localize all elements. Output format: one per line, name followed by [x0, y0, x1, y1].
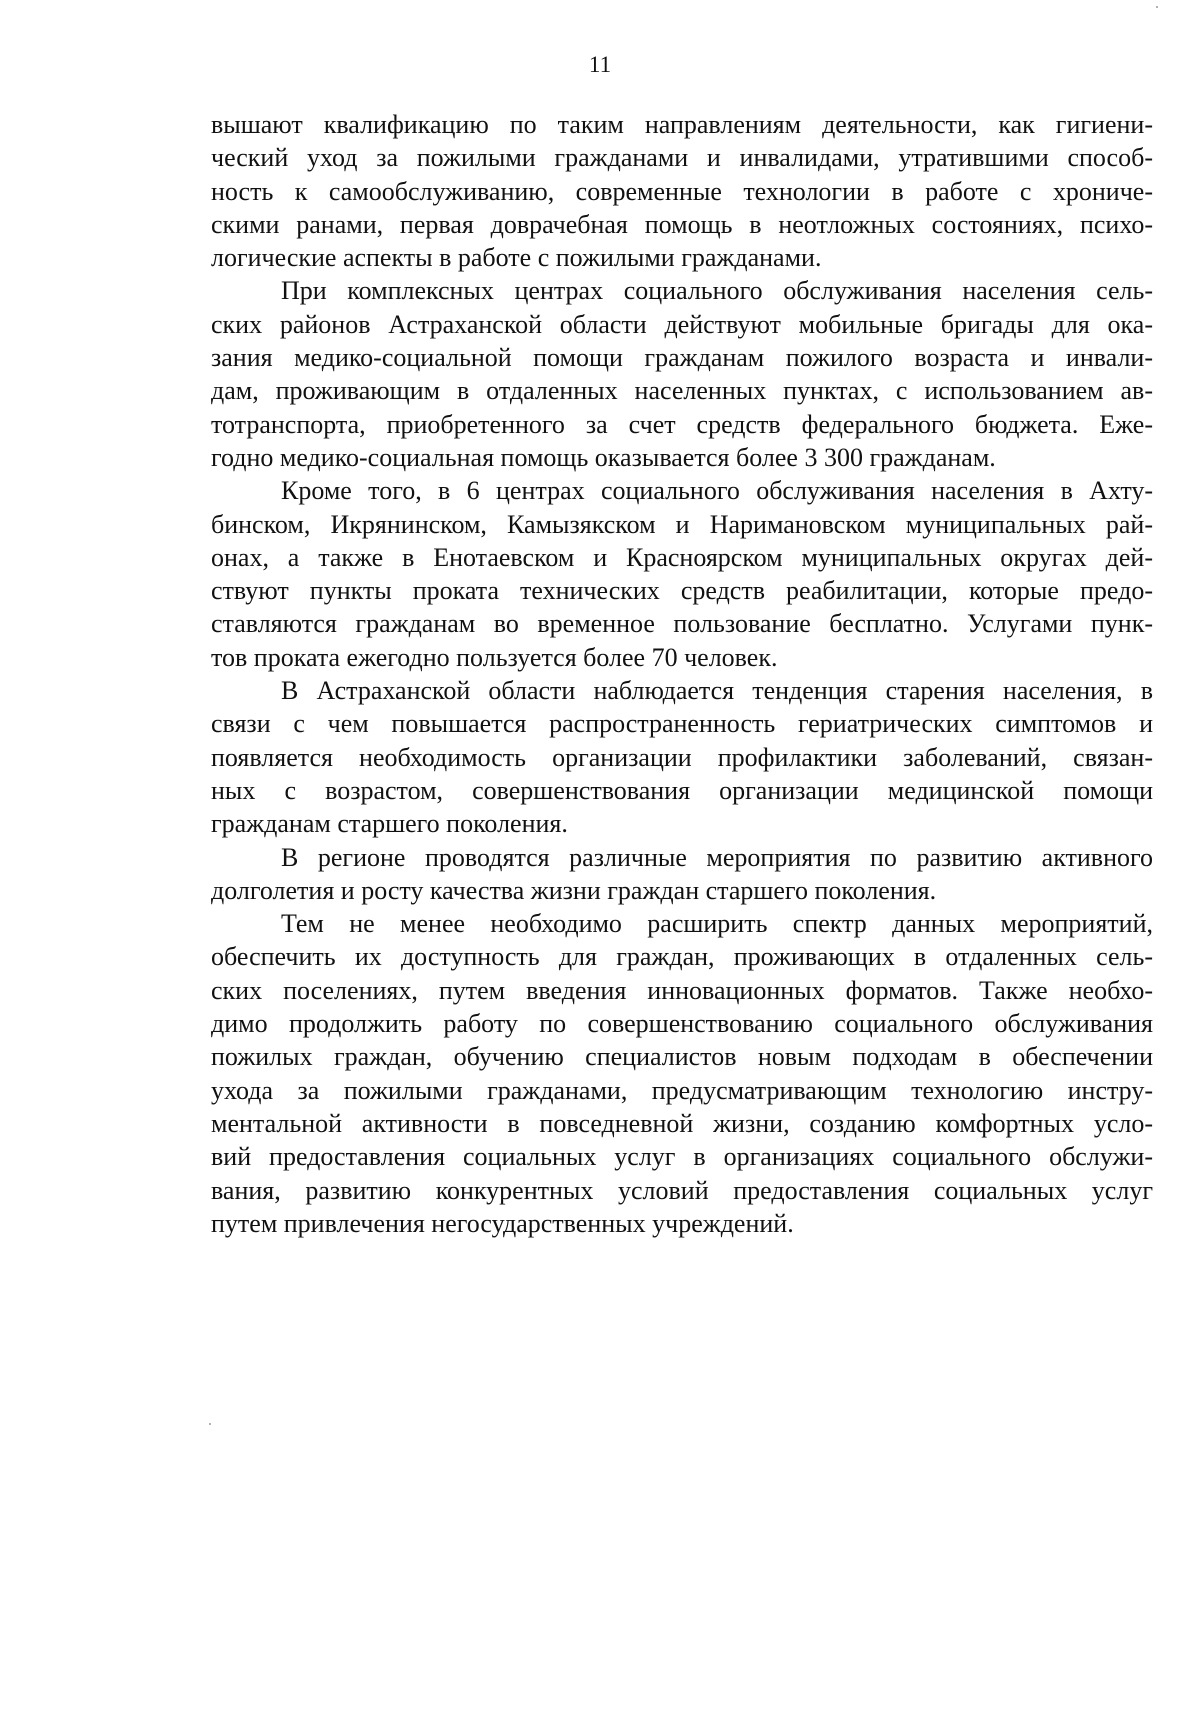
text-line: годно медико-социальная помощь оказывается более 3 300 гражданам. [211, 442, 996, 472]
text-line: ность к самообслуживанию, современные технологии в работе с хрониче- [211, 176, 1153, 206]
text-line: бинском, Икрянинском, Камызякском и Наримановском муниципальных рай- [211, 509, 1153, 539]
text-line: вышают квалификацию по таким направлениям деятельности, как гигиени- [211, 110, 1153, 139]
text-line: появляется необходимость организации профилактики заболеваний, связан- [211, 742, 1153, 772]
text-line: тотранспорта, приобретенного за счет средств федерального бюджета. Еже- [211, 409, 1153, 439]
page-number: 11 [588, 52, 612, 77]
paragraph-2 [211, 274, 1153, 474]
text-line: ческий уход за пожилыми гражданами и инвалидами, утратившими способ- [211, 143, 1153, 173]
text-line: онах, а также в Енотаевском и Красноярском муниципальных округах дей- [211, 542, 1153, 572]
text-line: ставляются гражданам во временное пользование бесплатно. Услугами пунк- [211, 609, 1153, 639]
paragraph-6 [211, 907, 1153, 1240]
text-line: вий предоставления социальных услуг в организациях социального обслужи- [211, 1142, 1153, 1172]
text-line: При комплексных центрах социального обслуживания населения сель- [281, 276, 1153, 306]
text-line: гражданам старшего поколения. [211, 809, 568, 839]
text-line: димо продолжить работу по совершенствованию социального обслуживания [211, 1009, 1153, 1039]
text-line: обеспечить их доступность для граждан, проживающих в отдаленных сель- [211, 942, 1153, 972]
text-line: пожилых граждан, обучению специалистов новым подходам в обеспечении [211, 1042, 1153, 1072]
paragraph-4 [211, 674, 1153, 840]
paragraph-1 [211, 108, 1153, 274]
text-line: В Астраханской области наблюдается тенденция старения населения, в [281, 676, 1153, 706]
scan-speck [1156, 6, 1158, 8]
text-line: Тем не менее необходимо расширить спектр данных мероприятий, [281, 909, 1153, 939]
text-line: ских поселениях, путем введения инновационных форматов. Также необхо- [211, 975, 1153, 1005]
text-line: путем привлечения негосударственных учреждений. [211, 1208, 794, 1238]
text-line: зания медико-социальной помощи гражданам пожилого возраста и инвали- [211, 343, 1153, 373]
text-line: логические аспекты в работе с пожилыми гражданами. [211, 243, 822, 273]
text-line: долголетия и росту качества жизни граждан старшего поколения. [211, 875, 937, 905]
document-body [211, 108, 1153, 1240]
text-line: скими ранами, первая доврачебная помощь в неотложных состояниях, психо- [211, 209, 1153, 239]
text-line: ных с возрастом, совершенствования организации медицинской помощи [211, 775, 1153, 805]
text-line: тов проката ежегодно пользуется более 70 человек. [211, 642, 778, 672]
text-line: ухода за пожилыми гражданами, предусматривающим технологию инстру- [211, 1075, 1153, 1105]
text-line: Кроме того, в 6 центрах социального обслуживания населения в Ахту- [281, 476, 1153, 506]
text-line: связи с чем повышается распространенность гериатрических симптомов и [211, 709, 1153, 739]
text-line: ментальной активности в повседневной жизни, созданию комфортных усло- [211, 1108, 1153, 1138]
text-line: дам, проживающим в отдаленных населенных пунктах, с использованием ав- [211, 376, 1153, 406]
text-line: ских районов Астраханской области действуют мобильные бригады для ока- [211, 309, 1153, 339]
text-line: В регионе проводятся различные мероприятия по развитию активного [281, 842, 1153, 872]
text-line: ствуют пункты проката технических средств реабилитации, которые предо- [211, 576, 1153, 606]
paragraph-5 [211, 841, 1153, 908]
scan-speck [209, 1423, 211, 1425]
paragraph-3 [211, 474, 1153, 674]
text-line: вания, развитию конкурентных условий предоставления социальных услуг [211, 1175, 1153, 1205]
